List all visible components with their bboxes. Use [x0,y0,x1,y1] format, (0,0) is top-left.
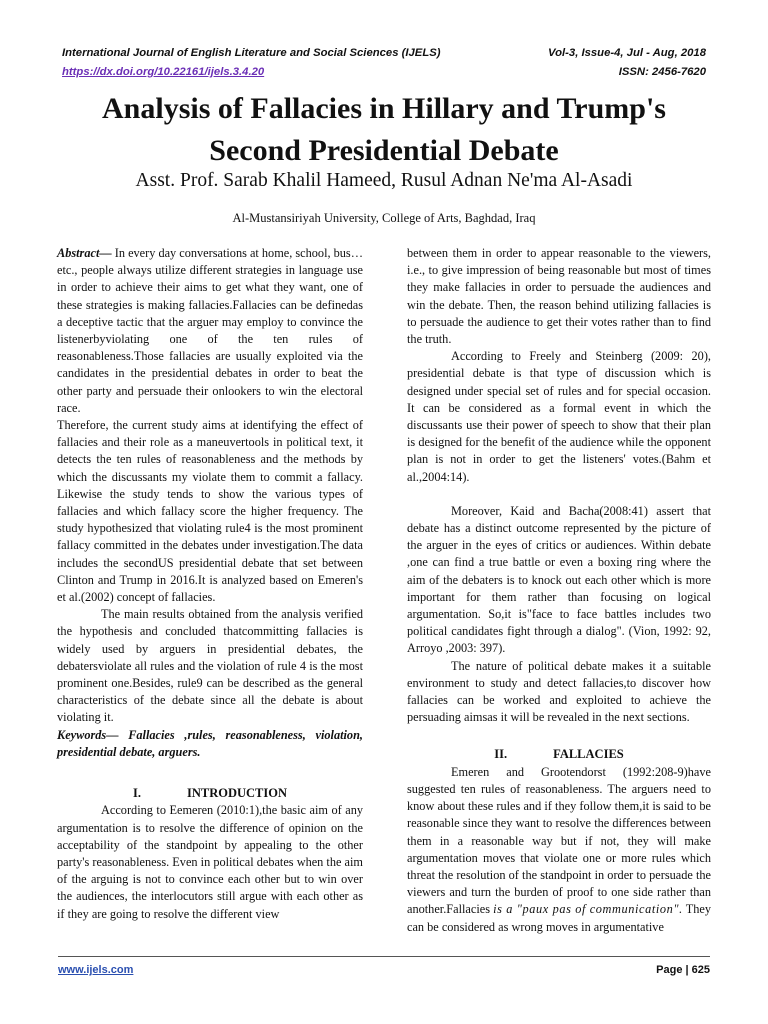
left-column [57,245,363,923]
section-number-2: II. [494,747,508,762]
section-heading-introduction [57,785,363,802]
running-header [62,44,706,82]
body-paragraph-2: According to Freely and Steinberg (2009: 20), presidential debate is that type of discussion which is designed under special set of rules and for special occasion. It can be considered as a formal event in which the discussants use their power of speech to show that their plan is designed for the benefit of the audience while the opponent plan is not in order to get the listeners' votes.(Bahm et al.,2004:14). [407,349,711,484]
abstract-paragraph-3: The main results obtained from the analysis verified the hypothesis and concluded thatcommitting fallacies is widely used by arguers in presidential debates, the debatersviolate all rules and the violation of rule 4 is the most prominent one.Besides, rule9 can be described as the general characteristics of the debate since all the debate is about violating it. [57,607,363,725]
paper-title-line-1: Analysis of Fallacies in Hillary and Trump's [102,92,666,125]
paragraph-gap [407,486,711,503]
section-title-2: FALLACIES [553,747,624,762]
body-paragraph-1: between them in order to appear reasonable to the viewers, i.e., to give impression of being reasonable but most of times they make fallacies in order to persuade the audiences and win the debate. Then, the reason behind utilizing fallacies is to persuade the audience to get their votes rather than to find the truth. [407,246,711,347]
journal-name: International Journal of English Literature and Social Sciences (IJELS) [62,47,441,59]
issn: ISSN: 2456-7620 [618,66,706,78]
fallacies-text-end: They can be considered as wrong moves in argumentative [407,902,711,934]
affiliation: Al-Mustansiriyah University, College of Arts, Baghdad, Iraq [232,211,536,225]
keywords: Keywords— Fallacies ,rules, reasonableness, violation, presidential debate, arguers. [57,727,363,759]
abstract-text-1: In every day conversations at home, school, bus…etc., people always utilize different strategies in language use in order to achieve their aims to get what they want, one of these strategies is making fallacies.Fallacies can be definedas a deceptive tactic that the arguer may employ to convince the listenerbyviolating one of the ten rules of reasonableness.Those fallacies are usually exploited via the candidates in the presidential debates in order to beat the other party and persuade their onlookers to win the electoral race. [57,246,364,415]
abstract-label: Abstract— [57,246,112,260]
paper-title-line-2: Second Presidential Debate [209,134,559,167]
fallacies-text-main: Emeren and Grootendorst (1992:208-9)have suggested ten rules of reasonableness. The arguers need to know about these rules and if they follow them,it is said to be reasonable since they want to resolve the differences between them in a reasonable way but if not, they will make argumentation moves that violate one or more rules which threat the resolution of the standpoint in order to persuade the viewers and turn the burden of proof to one side rather than another.Fallacies [407,764,711,917]
right-column [407,245,711,936]
section-heading-fallacies [407,746,711,763]
fallacies-paragraph-1 [407,764,711,936]
footer-divider [58,956,710,957]
page-footer [58,964,710,976]
authors: Asst. Prof. Sarab Khalil Hameed, Rusul Adnan Ne'ma Al-Asadi [135,170,633,191]
doi-link[interactable]: https://dx.doi.org/10.22161/ijels.3.4.20 [62,66,265,78]
abstract-paragraph-1 [57,245,363,417]
website-link[interactable]: www.ijels.com [58,964,134,976]
page-number: Page | 625 [656,964,710,976]
section-number-1: I. [132,786,141,801]
volume-issue: Vol-3, Issue-4, Jul - Aug, 2018 [548,47,706,59]
section-title-1: INTRODUCTION [186,786,287,801]
body-paragraph-4: The nature of political debate makes it a suitable environment to study and detect fallacies,to discover how fallacies can be worked and exploited to achieve the persuading aimsas it will be revealed in the next sections. [407,658,711,725]
abstract-paragraph-2: Therefore, the current study aims at identifying the effect of fallacies and their role as a maneuvertools in political text, it detects the ten rules of reasonableness and the methods by which the discussants my violate them to commit a fallacy. Likewise the study tends to show the various types of fallacies and which fallacy score the higher frequency. The study hypothesized that violating rule4 is the most prominent fallacy committed in the debates under investigation.The data includes the secondUS presidential debate that set between Clinton and Trump in 2016.It is analyzed based on Emeren's et al.(2002) concept of fallacies. [57,418,363,605]
paper-title [40,88,728,172]
fallacies-quote: is a "paux pas of communication". [493,902,683,917]
introduction-paragraph-1: According to Eemeren (2010:1),the basic aim of any argumentation is to resolve the difference of opinion on the acceptability of the standpoint by appealing to the other party's reasonableness. Even in political debates when the aim of the arguing is not to convince each other but to win over the audiences, the interlocutors still argue with each other as if they are going to resolve the different view [57,803,363,921]
body-paragraph-3: Moreover, Kaid and Bacha(2008:41) assert that debate has a distinct outcome represented by the picture of the arguer in the eyes of critics or audiences. Within debate ,one can find a true battle or even a boxing ring where the aim of the debaters is to knock out each other which is more important for them rather than focusing on logical argumentation. So,it is"face to face battles includes two political candidates fight through a dialog". (Vion, 1992: 92, Arroyo ,2003: 397). [407,503,711,656]
